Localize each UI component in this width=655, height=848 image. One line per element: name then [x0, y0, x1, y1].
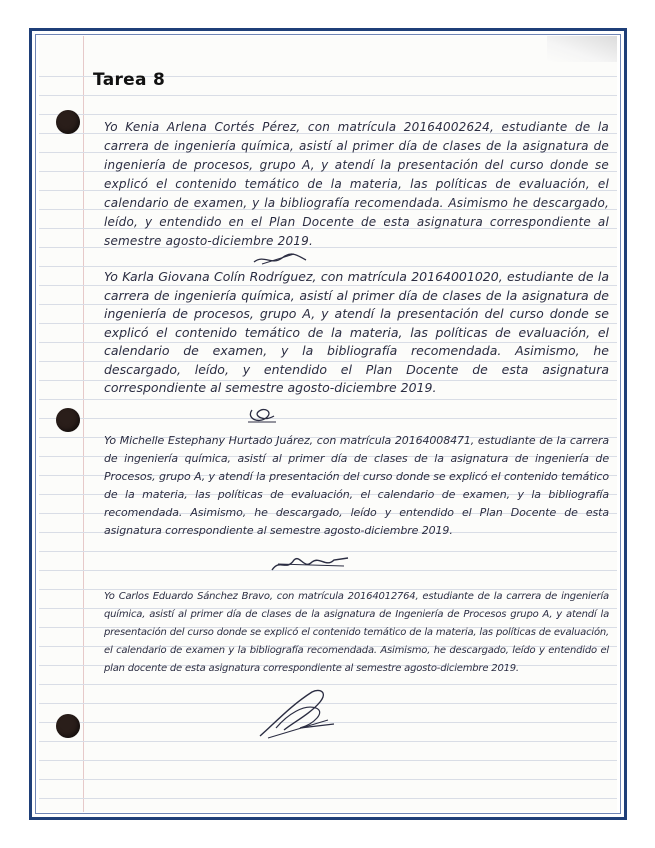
paper-rule-line	[39, 95, 617, 96]
paper-rule-line	[39, 418, 617, 419]
student-statement-2: Yo Karla Giovana Colín Rodríguez, con matrícula 20164001020, estudiante de la carrera de ingeniería química, asistí al primer día de clases de la asignatura de ingeniería de procesos, grupo A, y atendí la presentación del curso donde se explicó el contenido temático de la materia, las políticas de evaluación, el calendario de examen, y la bibliografía recomendada. Asimismo, he descargado, leído, y entendido el Plan Docente de esta asignatura correspondiente al semestre agosto-diciembre 2019.	[104, 269, 609, 395]
paper-rule-line	[39, 798, 617, 799]
signature-2-icon	[244, 404, 280, 426]
student-statement-3: Yo Michelle Estephany Hurtado Juárez, con matrícula 20164008471, estudiante de la carrera de ingeniería química, asistí al primer día de clases de la asignatura de ingeniería de Procesos, grupo A, y atendí la presentación del curso donde se explicó el contenido temático de la materia, las políticas de evaluación, el calendario de examen, y la bibliografía recomendada. Asimismo, he descargado, leído y entendido el Plan Docente de esta asignatura correspondiente al semestre agosto-diciembre 2019.	[104, 434, 609, 537]
punch-hole-icon	[56, 714, 80, 738]
paper-rule-line	[39, 779, 617, 780]
signature-1-icon	[250, 250, 310, 268]
paper-rule-line	[39, 266, 617, 267]
page-fold-shadow	[547, 36, 617, 62]
paper-rule-line	[39, 760, 617, 761]
signature-3-icon	[268, 552, 352, 576]
student-statement-4: Yo Carlos Eduardo Sánchez Bravo, con matrícula 20164012764, estudiante de la carrera de ingeniería química, asistí al primer día de clases de la asignatura de Ingeniería de Procesos grupo A, y atendí la presentación del curso donde se explicó el contenido temático de la materia, las políticas de evaluación, el calendario de examen y la bibliografía recomendada. Asimismo, he descargado, leído y entendido el plan docente de esta asignatura correspondiente al semestre agosto-diciembre 2019.	[104, 591, 609, 674]
signature-4-icon	[254, 684, 338, 744]
punch-hole-icon	[56, 408, 80, 432]
page-title: Tarea 8	[93, 70, 166, 90]
paper-rule-line	[39, 114, 617, 115]
paper-rule-line	[39, 399, 617, 400]
student-statement-1: Yo Kenia Arlena Cortés Pérez, con matrícula 20164002624, estudiante de la carrera de ingeniería química, asistí al primer día de clases de la asignatura de ingeniería de procesos, grupo A, y atendí la presentación del curso donde se explicó el contenido temático de la materia, las políticas de evaluación, el calendario de examen, y la bibliografía recomendada. Asimismo he descargado, leído, y entendido en el Plan Docente de esta asignatura correspondiente al semestre agosto-diciembre 2019.	[104, 120, 609, 248]
punch-hole-icon	[56, 110, 80, 134]
